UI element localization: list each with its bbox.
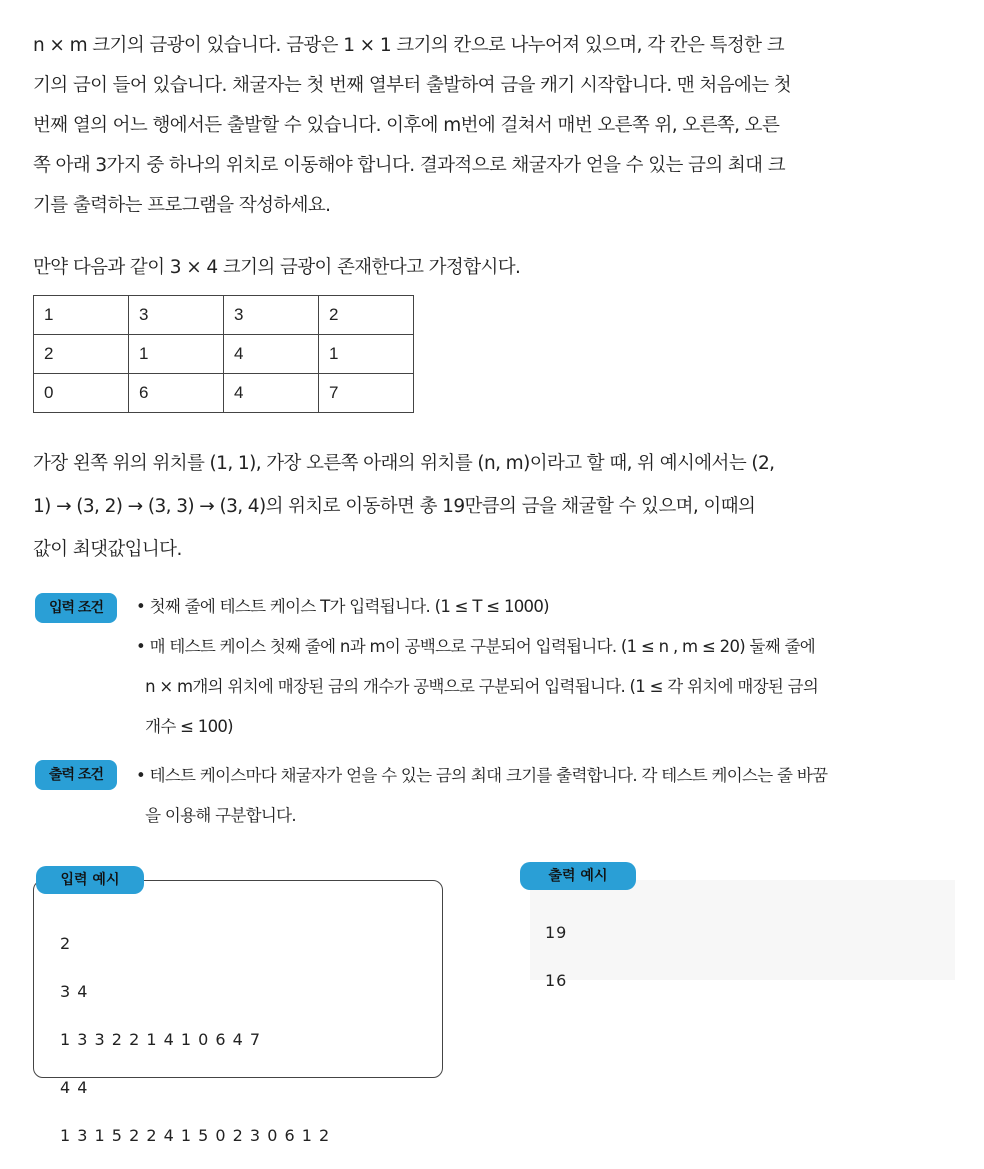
cell: 4 <box>224 335 319 374</box>
table-row <box>34 374 414 413</box>
code-line: 16 <box>545 971 568 990</box>
cell: 1 <box>319 335 414 374</box>
input-example-content <box>60 910 330 1169</box>
output-example-content <box>545 899 567 1014</box>
table-row <box>34 296 414 335</box>
text-line: 을 이용해 구분합니다. <box>136 806 296 825</box>
example-intro: 만약 다음과 같이 3 × 4 크기의 금광이 존재한다고 가정합시다. <box>33 257 521 278</box>
cell: 4 <box>224 374 319 413</box>
gold-grid-table <box>33 295 414 413</box>
text-line: n × m개의 위치에 매장된 금의 개수가 공백으로 구분되어 입력됩니다. (1 ≤ 각 위치에 매장된 금의 <box>136 677 819 696</box>
code-line: 1 3 3 2 2 1 4 1 0 6 4 7 <box>60 1030 262 1049</box>
input-condition-text <box>136 587 818 747</box>
cell: 3 <box>224 296 319 335</box>
output-condition-text <box>136 756 827 836</box>
cell: 1 <box>34 296 129 335</box>
text-line: 가장 왼쪽 위의 위치를 (1, 1), 가장 오른쪽 아래의 위치를 (n, m)이라고 할 때, 위 예시에서는 (2, <box>33 453 775 474</box>
cell: 2 <box>34 335 129 374</box>
output-example-area <box>530 880 955 980</box>
text-line: 번째 열의 어느 행에서든 출발할 수 있습니다. 이후에 m번에 걸쳐서 매번 오른쪽 위, 오른쪽, 오른 <box>33 115 780 136</box>
code-line: 1 3 1 5 2 2 4 1 5 0 2 3 0 6 1 2 <box>60 1126 331 1145</box>
cell: 7 <box>319 374 414 413</box>
text-line: 값이 최댓값입니다. <box>33 539 182 560</box>
cell: 3 <box>129 296 224 335</box>
problem-description <box>33 26 791 226</box>
text-line: • 매 테스트 케이스 첫째 줄에 n과 m이 공백으로 구분되어 입력됩니다. (1 ≤ n , m ≤ 20) 둘째 줄에 <box>136 637 816 656</box>
input-condition-badge: 입력 조건 <box>35 593 117 623</box>
cell: 2 <box>319 296 414 335</box>
code-line: 2 <box>60 934 72 953</box>
input-example-tab: 입력 예시 <box>36 866 144 894</box>
code-line: 19 <box>545 923 568 942</box>
example-explanation <box>33 442 774 571</box>
cell: 0 <box>34 374 129 413</box>
output-condition-badge: 출력 조건 <box>35 760 117 790</box>
text-line: • 첫째 줄에 테스트 케이스 T가 입력됩니다. (1 ≤ T ≤ 1000) <box>136 597 549 616</box>
text-line: 쪽 아래 3가지 중 하나의 위치로 이동해야 합니다. 결과적으로 채굴자가 얻을 수 있는 금의 최대 크 <box>33 155 785 176</box>
cell: 6 <box>129 374 224 413</box>
text-line: 기의 금이 들어 있습니다. 채굴자는 첫 번째 열부터 출발하여 금을 캐기 시작합니다. 맨 처음에는 첫 <box>33 75 792 96</box>
text-line: 기를 출력하는 프로그램을 작성하세요. <box>33 195 331 216</box>
cell: 1 <box>129 335 224 374</box>
text-line: • 테스트 케이스마다 채굴자가 얻을 수 있는 금의 최대 크기를 출력합니다. 각 테스트 케이스는 줄 바꿈 <box>136 766 828 785</box>
code-line: 3 4 <box>60 982 89 1001</box>
table-row <box>34 335 414 374</box>
code-line: 4 4 <box>60 1078 89 1097</box>
text-line: 개수 ≤ 100) <box>136 717 233 736</box>
output-example-tab: 출력 예시 <box>520 862 636 890</box>
text-line: 1) → (3, 2) → (3, 3) → (3, 4)의 위치로 이동하면 총 19만큼의 금을 채굴할 수 있으며, 이때의 <box>33 496 756 517</box>
text-line: n × m 크기의 금광이 있습니다. 금광은 1 × 1 크기의 칸으로 나누어져 있으며, 각 칸은 특정한 크 <box>33 35 784 56</box>
